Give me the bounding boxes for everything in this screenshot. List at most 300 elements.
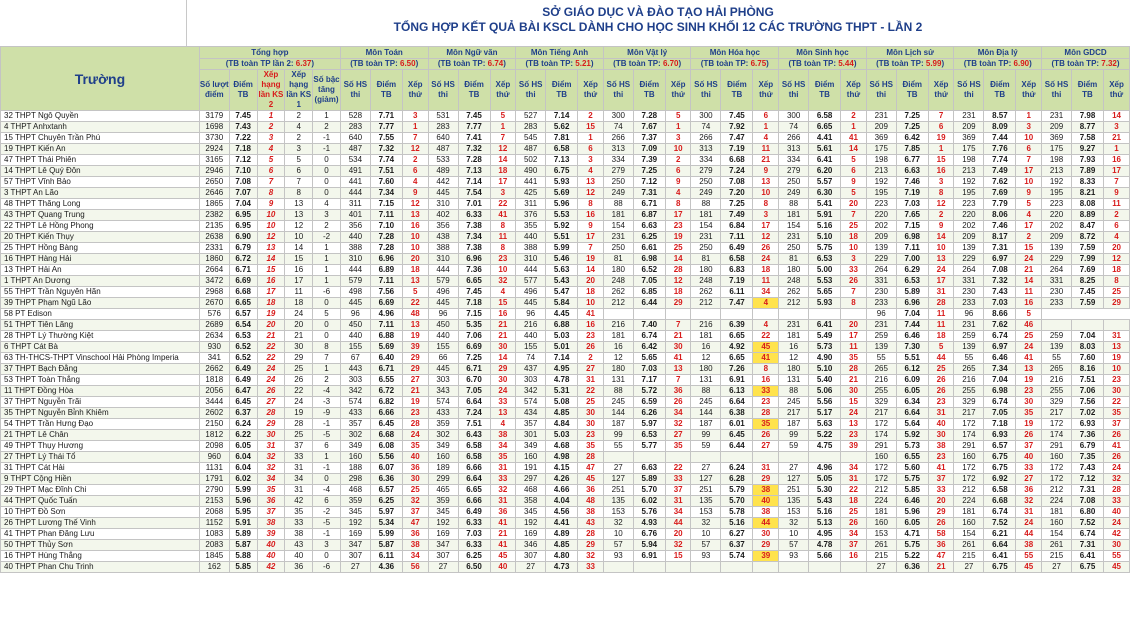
table-cell: 4: [753, 320, 779, 331]
table-cell: 10: [1016, 133, 1042, 144]
table-cell: 10: [1016, 177, 1042, 188]
table-cell: 192: [428, 518, 458, 529]
table-cell: 440: [516, 331, 546, 342]
table-cell: 7.10: [370, 221, 402, 232]
table-cell: 16: [841, 551, 867, 562]
table-cell: 10: [402, 232, 428, 243]
table-cell: 9: [402, 188, 428, 199]
table-cell: 7.31: [1071, 485, 1103, 496]
table-cell: 487: [340, 144, 370, 155]
table-cell: 31: [928, 408, 954, 419]
table-cell: 32: [257, 452, 285, 463]
table-cell: 41: [490, 210, 516, 221]
table-cell: 47: [578, 463, 604, 474]
table-row: [1, 177, 1130, 188]
table-cell: 6.34: [896, 397, 928, 408]
table-cell: 29: [578, 540, 604, 551]
avg-value: 6.37: [295, 59, 312, 68]
table-cell: 25: [841, 507, 867, 518]
table-cell: 574: [428, 397, 458, 408]
table-cell: 334: [603, 155, 633, 166]
table-cell: 8: [490, 243, 516, 254]
table-cell: 34: [665, 507, 691, 518]
table-cell: 74: [603, 122, 633, 133]
subject-col-header: Xếp thứ: [402, 70, 428, 111]
table-cell: [779, 562, 809, 573]
table-cell: 450: [340, 320, 370, 331]
table-cell: 545: [516, 133, 546, 144]
table-cell: 35: [841, 353, 867, 364]
subject-average: [1042, 59, 1130, 70]
table-cell: 23: [928, 397, 954, 408]
table-cell: 574: [340, 397, 370, 408]
table-cell: 56: [402, 562, 428, 573]
table-cell: 450: [428, 320, 458, 331]
table-cell: 6.91: [633, 551, 665, 562]
school-name: 29 THPT Mạc Đĩnh Chi: [1, 485, 200, 496]
table-cell: -1: [313, 529, 341, 540]
table-cell: 6.70: [458, 375, 490, 386]
table-cell: 6.55: [370, 375, 402, 386]
table-cell: 32: [402, 496, 428, 507]
table-cell: 5.16: [809, 507, 841, 518]
table-cell: 7.15: [896, 221, 928, 232]
table-cell: 502: [516, 155, 546, 166]
table-cell: 10: [285, 232, 313, 243]
table-cell: 153: [691, 507, 721, 518]
table-cell: 23: [490, 254, 516, 265]
table-cell: 25: [928, 364, 954, 375]
table-cell: 99: [691, 430, 721, 441]
table-cell: 20: [1104, 243, 1130, 254]
table-cell: 490: [516, 166, 546, 177]
report-header: [0, 0, 1130, 46]
table-cell: 223: [866, 199, 896, 210]
table-cell: 5.75: [809, 243, 841, 254]
table-cell: 10: [1104, 364, 1130, 375]
table-cell: 9: [578, 221, 604, 232]
table-cell: 2: [841, 111, 867, 122]
school-name: 10 THPT Đồ Sơn: [1, 507, 200, 518]
table-cell: 93: [603, 551, 633, 562]
table-cell: [753, 452, 779, 463]
school-name: 41 THPT Phan Đăng Lưu: [1, 529, 200, 540]
table-cell: 465: [428, 485, 458, 496]
table-cell: 27: [954, 562, 984, 573]
table-cell: 13: [578, 177, 604, 188]
table-cell: 307: [340, 551, 370, 562]
subject-col-header: Xếp thứ: [578, 70, 604, 111]
table-cell: 19: [928, 133, 954, 144]
table-cell: 25: [1016, 331, 1042, 342]
table-cell: 2: [578, 111, 604, 122]
table-cell: 4.85: [546, 540, 578, 551]
table-cell: 13: [402, 276, 428, 287]
table-cell: 40: [753, 496, 779, 507]
table-cell: 5.99: [229, 485, 257, 496]
table-cell: 6.57: [229, 309, 257, 320]
table-cell: 262: [603, 287, 633, 298]
table-cell: 18: [257, 298, 285, 309]
table-cell: 4: [578, 166, 604, 177]
table-cell: 39: [753, 551, 779, 562]
table-cell: 349: [516, 441, 546, 452]
table-cell: 531: [428, 111, 458, 122]
table-cell: 24: [753, 254, 779, 265]
table-cell: 44: [753, 518, 779, 529]
table-cell: [665, 562, 691, 573]
table-cell: 2150: [199, 419, 229, 430]
table-cell: 41: [665, 353, 691, 364]
table-cell: 6: [402, 166, 428, 177]
table-cell: 468: [340, 485, 370, 496]
table-cell: 2: [313, 221, 341, 232]
table-cell: 6.08: [370, 441, 402, 452]
table-cell: 5.79: [721, 485, 753, 496]
table-cell: 19: [257, 309, 285, 320]
table-cell: 6.93: [1071, 419, 1103, 430]
table-cell: 1: [257, 111, 285, 122]
table-cell: 4.45: [546, 309, 578, 320]
table-cell: 8: [578, 199, 604, 210]
table-cell: 230: [866, 287, 896, 298]
table-cell: 16: [257, 276, 285, 287]
table-cell: 7.60: [370, 177, 402, 188]
table-cell: 27: [428, 562, 458, 573]
table-cell: 31: [753, 463, 779, 474]
table-cell: 32: [665, 540, 691, 551]
table-cell: 2634: [199, 331, 229, 342]
table-cell: 5.06: [809, 386, 841, 397]
table-cell: 19: [285, 408, 313, 419]
table-row: [1, 408, 1130, 419]
table-cell: 153: [603, 507, 633, 518]
table-cell: 215: [866, 551, 896, 562]
table-cell: 5.96: [229, 496, 257, 507]
table-cell: 249: [691, 188, 721, 199]
table-cell: 5.62: [546, 122, 578, 133]
table-cell: 2650: [199, 177, 229, 188]
table-cell: 1: [490, 122, 516, 133]
table-cell: 81: [691, 254, 721, 265]
avg-value: 7.32: [1101, 59, 1117, 68]
subject-average: [866, 59, 954, 70]
table-cell: 5: [313, 309, 341, 320]
school-name: 28 THPT Lý Thường Kiệt: [1, 331, 200, 342]
table-cell: 1: [313, 265, 341, 276]
table-cell: 31: [665, 496, 691, 507]
table-cell: 6.75: [546, 166, 578, 177]
table-cell: 6.01: [721, 419, 753, 430]
table-cell: 8.08: [1071, 199, 1103, 210]
table-cell: 38: [1016, 540, 1042, 551]
table-cell: 10: [257, 210, 285, 221]
table-cell: 29: [402, 353, 428, 364]
table-cell: 7: [665, 375, 691, 386]
table-cell: 7.24: [458, 408, 490, 419]
table-cell: 96: [428, 309, 458, 320]
table-cell: 139: [1042, 243, 1072, 254]
table-cell: 2: [285, 133, 313, 144]
table-cell: 3: [402, 111, 428, 122]
table-cell: 11: [285, 287, 313, 298]
avg-value: 6.74: [487, 59, 504, 68]
table-cell: 2662: [199, 364, 229, 375]
table-cell: 5.22: [809, 430, 841, 441]
table-row: [1, 474, 1130, 485]
subject-col-header: Xếp thứ: [841, 70, 867, 111]
subject-col-header: Số HS thi: [428, 70, 458, 111]
table-cell: 28: [665, 265, 691, 276]
table-cell: 16: [578, 320, 604, 331]
table-cell: 99: [779, 430, 809, 441]
table-row: [1, 166, 1130, 177]
table-cell: 3472: [199, 276, 229, 287]
avg-label: (TB toàn TP:: [437, 59, 488, 68]
table-cell: 345: [340, 507, 370, 518]
table-cell: 1791: [199, 474, 229, 485]
table-cell: 30: [402, 474, 428, 485]
table-cell: 160: [954, 452, 984, 463]
table-cell: 7.08: [721, 177, 753, 188]
table-cell: 8.77: [1071, 122, 1103, 133]
table-row: [1, 298, 1130, 309]
table-row: [1, 386, 1130, 397]
table-cell: 5.89: [229, 529, 257, 540]
table-cell: 5.89: [633, 474, 665, 485]
table-cell: 930: [199, 342, 229, 353]
table-cell: [841, 452, 867, 463]
table-cell: 6.58: [458, 441, 490, 452]
table-cell: 4.66: [546, 485, 578, 496]
table-cell: 17: [1016, 221, 1042, 232]
table-cell: 6.25: [633, 232, 665, 243]
table-cell: 249: [603, 188, 633, 199]
table-cell: 302: [428, 430, 458, 441]
table-cell: 440: [340, 331, 370, 342]
table-cell: 35: [1104, 408, 1130, 419]
table-cell: 37: [1016, 441, 1042, 452]
table-row: [1, 507, 1130, 518]
table-cell: 6.68: [370, 430, 402, 441]
table-cell: 33: [665, 474, 691, 485]
table-cell: 4.95: [809, 529, 841, 540]
table-cell: 6.22: [229, 430, 257, 441]
table-cell: 154: [691, 221, 721, 232]
table-cell: 313: [779, 144, 809, 155]
table-row: [1, 518, 1130, 529]
table-cell: 7.14: [546, 353, 578, 364]
table-cell: 209: [954, 122, 984, 133]
table-cell: 527: [516, 111, 546, 122]
table-row: [1, 254, 1130, 265]
table-cell: 181: [691, 210, 721, 221]
table-cell: 8.03: [1071, 342, 1103, 353]
table-cell: 1: [313, 111, 341, 122]
table-cell: 5: [841, 188, 867, 199]
table-cell: 160: [866, 452, 896, 463]
table-cell: 21: [1016, 265, 1042, 276]
table-cell: 250: [779, 243, 809, 254]
table-cell: 356: [428, 221, 458, 232]
school-name: 26 THPT Lương Thế Vinh: [1, 518, 200, 529]
table-cell: 440: [516, 232, 546, 243]
avg-suffix: ): [853, 59, 857, 68]
table-cell: 9.27: [1071, 144, 1103, 155]
table-cell: 6.24: [721, 463, 753, 474]
table-cell: 14: [490, 155, 516, 166]
table-cell: 13: [753, 177, 779, 188]
table-cell: 444: [428, 265, 458, 276]
table-cell: 345: [428, 507, 458, 518]
subject-col-header: Điểm TB: [546, 70, 578, 111]
table-cell: 8.33: [1071, 177, 1103, 188]
table-cell: 7.69: [984, 188, 1016, 199]
table-cell: 4: [753, 298, 779, 309]
table-cell: 215: [954, 551, 984, 562]
table-cell: 74: [691, 122, 721, 133]
table-cell: 574: [516, 397, 546, 408]
table-cell: 41: [490, 518, 516, 529]
table-row: [1, 331, 1130, 342]
table-cell: 8: [257, 188, 285, 199]
summary-header: Tổng hợp: [199, 47, 340, 59]
table-cell: 88: [779, 199, 809, 210]
table-cell: 6.76: [633, 529, 665, 540]
table-cell: 55: [1016, 551, 1042, 562]
table-cell: 4.96: [809, 463, 841, 474]
table-cell: 187: [603, 419, 633, 430]
table-cell: 7.18: [458, 298, 490, 309]
table-cell: 4.96: [370, 309, 402, 320]
table-cell: 59: [779, 441, 809, 452]
table-cell: 250: [603, 177, 633, 188]
table-cell: 7.51: [370, 166, 402, 177]
table-cell: 19: [1016, 419, 1042, 430]
table-cell: 7.11: [896, 243, 928, 254]
table-cell: 88: [603, 386, 633, 397]
table-cell: 13: [257, 243, 285, 254]
table-cell: 6: [313, 441, 341, 452]
subject-header: Môn Ngữ văn: [428, 47, 516, 59]
table-cell: 1131: [199, 463, 229, 474]
table-cell: 2946: [199, 166, 229, 177]
table-row: [1, 232, 1130, 243]
table-cell: 45: [490, 551, 516, 562]
table-cell: -6: [313, 562, 341, 573]
subject-average: [428, 59, 516, 70]
school-name: 27 THPT Lý Thái Tổ: [1, 452, 200, 463]
table-row: [1, 540, 1130, 551]
table-cell: 5.69: [370, 342, 402, 353]
table-cell: 1: [313, 364, 341, 375]
table-row: [1, 243, 1130, 254]
table-cell: 438: [428, 232, 458, 243]
table-cell: 5.57: [809, 177, 841, 188]
table-cell: 7.19: [721, 276, 753, 287]
table-cell: 3: [257, 133, 285, 144]
table-cell: 264: [866, 265, 896, 276]
table-cell: 195: [954, 188, 984, 199]
table-cell: 5.65: [633, 353, 665, 364]
avg-suffix: ): [1116, 59, 1120, 68]
table-cell: 45: [753, 342, 779, 353]
table-cell: 7.14: [458, 177, 490, 188]
table-cell: 32: [779, 518, 809, 529]
table-cell: 28: [578, 529, 604, 540]
table-row: [1, 265, 1130, 276]
table-cell: 35: [1016, 408, 1042, 419]
table-cell: 6.61: [633, 243, 665, 254]
table-cell: 19: [578, 254, 604, 265]
avg-suffix: ): [766, 59, 769, 68]
table-cell: 35: [578, 441, 604, 452]
school-name: 20 THPT Kiến Thụy: [1, 232, 200, 243]
table-cell: 0: [313, 155, 341, 166]
table-cell: 259: [1042, 331, 1072, 342]
table-cell: 36: [402, 529, 428, 540]
table-cell: 300: [603, 111, 633, 122]
table-cell: 212: [691, 298, 721, 309]
table-cell: 22: [402, 298, 428, 309]
table-row: [1, 562, 1130, 573]
table-cell: 192: [340, 518, 370, 529]
school-name: 40 THPT Phan Chu Trinh: [1, 562, 200, 573]
table-cell: 6.95: [229, 210, 257, 221]
table-cell: 0: [313, 551, 341, 562]
table-cell: 4: [753, 133, 779, 144]
school-name: 1 THPT An Dương: [1, 276, 200, 287]
table-cell: 5.99: [370, 529, 402, 540]
table-row: [1, 287, 1130, 298]
table-cell: 7.02: [1071, 408, 1103, 419]
table-row: [1, 419, 1130, 430]
table-row: [1, 144, 1130, 155]
table-cell: -1: [313, 144, 341, 155]
table-cell: 7.43: [229, 122, 257, 133]
table-cell: 6.29: [896, 265, 928, 276]
table-cell: 0: [313, 320, 341, 331]
table-cell: 81: [779, 254, 809, 265]
table-cell: 180: [603, 364, 633, 375]
table-cell: 26: [285, 375, 313, 386]
table-cell: 10: [665, 144, 691, 155]
table-cell: 5.93: [809, 298, 841, 309]
subject-col-header: Điểm TB: [896, 70, 928, 111]
table-cell: 496: [516, 287, 546, 298]
table-cell: 175: [954, 144, 984, 155]
table-cell: 245: [779, 397, 809, 408]
table-cell: 6.42: [896, 133, 928, 144]
table-cell: 6.36: [896, 562, 928, 573]
table-cell: 14: [578, 265, 604, 276]
table-cell: 25: [285, 364, 313, 375]
table-cell: 223: [1042, 199, 1072, 210]
table-cell: 5.49: [809, 331, 841, 342]
table-cell: 7.03: [633, 364, 665, 375]
table-cell: 16: [285, 265, 313, 276]
table-cell: 231: [779, 320, 809, 331]
table-cell: 2: [313, 122, 341, 133]
table-row: [1, 441, 1130, 452]
school-name: 15 THPT Chuyên Trần Phú: [1, 133, 200, 144]
table-cell: 55: [603, 441, 633, 452]
table-cell: 202: [1042, 221, 1072, 232]
table-cell: 212: [603, 298, 633, 309]
subject-header: Môn Toán: [340, 47, 428, 59]
table-cell: 44: [928, 353, 954, 364]
table-cell: 2670: [199, 298, 229, 309]
